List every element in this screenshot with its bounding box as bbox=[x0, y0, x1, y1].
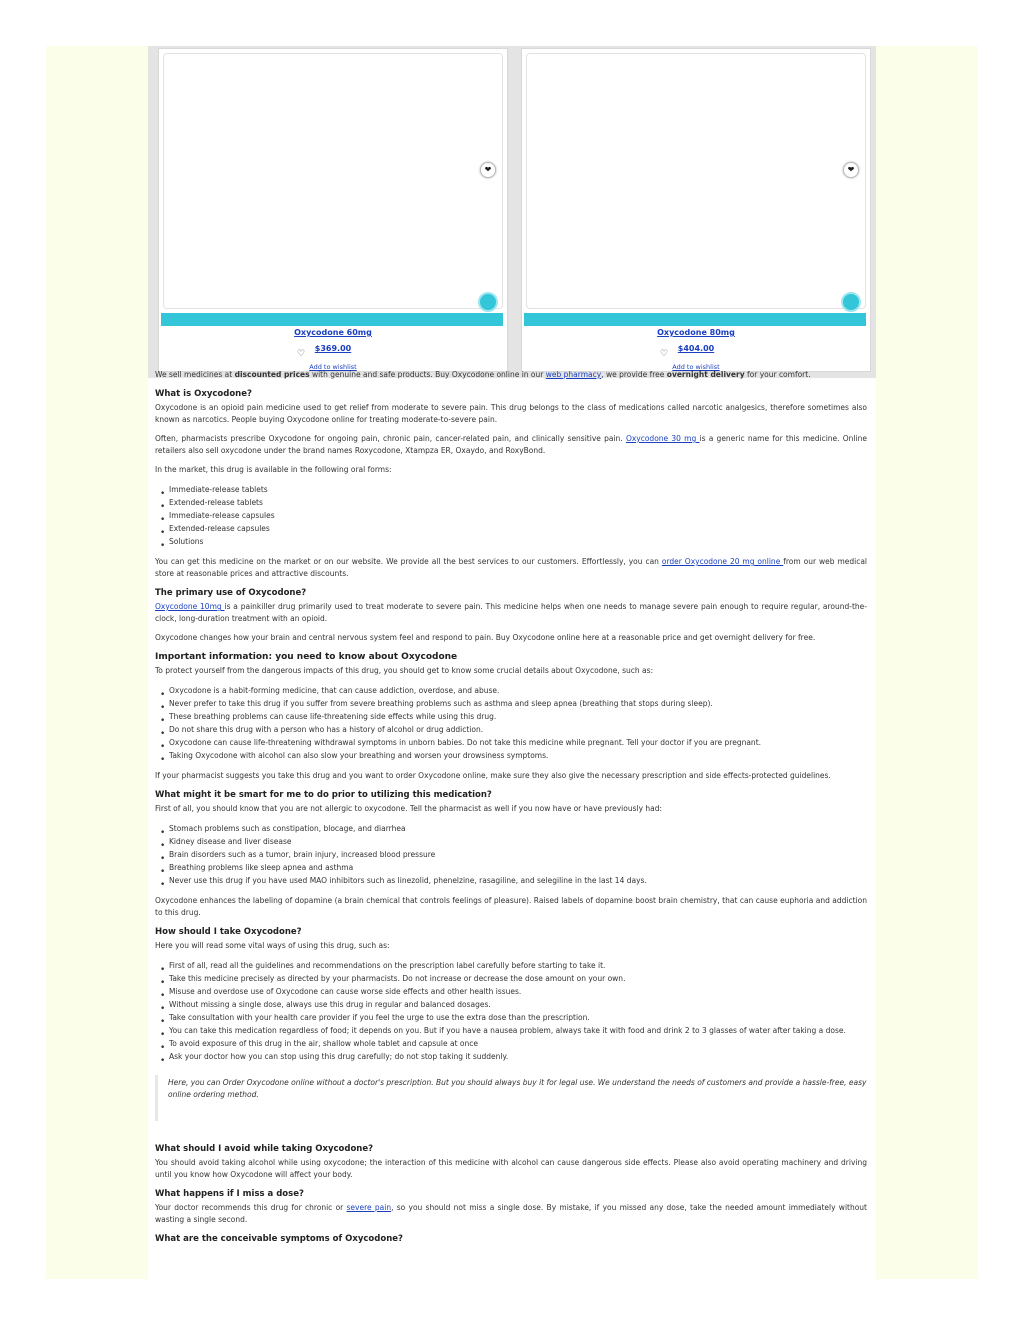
product-image[interactable] bbox=[163, 53, 503, 309]
paragraph: First of all, you should know that you are not allergic to oxycodone. Tell the pharmacist as well if you now have or have previously had: bbox=[155, 804, 663, 813]
product-grid bbox=[148, 46, 876, 378]
section-heading: What are the conceivable symptoms of Oxycodone? bbox=[155, 1234, 403, 1244]
list-item: • Do not share this drug with a person who has a history of alcohol or drug addiction. bbox=[169, 723, 867, 736]
conditions-list bbox=[155, 822, 867, 887]
list-item: • You can take this medication regardless of food; it depends on you. But if you have a nausea problem, always take it with food and drink 2 to 3 glasses of water after taking a dose. bbox=[169, 1024, 867, 1037]
heart-icon[interactable]: ❤ bbox=[480, 162, 496, 178]
product-price[interactable]: $369.00 bbox=[314, 344, 352, 353]
article-body bbox=[155, 369, 867, 1247]
list-item: • Never use this drug if you have used MAO inhibitors such as linezolid, phenelzine, rasagiline, and selegiline in the last 14 days. bbox=[169, 874, 867, 887]
list-item: • Extended-release tablets bbox=[169, 496, 867, 509]
add-to-wishlist-link[interactable]: Add to wishlist bbox=[672, 363, 720, 371]
oxycodone-10mg-link[interactable]: Oxycodone 10mg bbox=[155, 602, 225, 611]
list-item: • Misuse and overdose use of Oxycodone can cause worse side effects and other health issues. bbox=[169, 985, 867, 998]
list-item: • Stomach problems such as constipation, blocage, and diarrhea bbox=[169, 822, 867, 835]
paragraph: Oxycodone enhances the labeling of dopamine (a brain chemical that controls feelings of pleasure). Raised labels of dopamine boost brain chemistry, that can cause euphoria and addiction to this drug. bbox=[155, 896, 867, 917]
product-card[interactable] bbox=[158, 48, 508, 372]
paragraph: You should avoid taking alcohol while using oxycodone; the interaction of this medicine with alcohol can cause dangerous side effects. Please also avoid operating machinery and driving until you know how Oxycodone will affect your body. bbox=[155, 1158, 867, 1179]
heart-icon[interactable]: ❤ bbox=[843, 162, 859, 178]
list-item: • Extended-release capsules bbox=[169, 522, 867, 535]
section-heading: What happens if I miss a dose? bbox=[155, 1189, 304, 1199]
add-to-cart-bar[interactable] bbox=[524, 313, 866, 326]
blockquote: Here, you can Order Oxycodone online without a doctor's prescription. But you should always buy it for legal use. We understand the needs of customers and provide a hassle-free, easy online ordering method. bbox=[155, 1075, 867, 1121]
main-content bbox=[148, 46, 876, 1279]
list-item: • Brain disorders such as a tumor, brain injury, increased blood pressure bbox=[169, 848, 867, 861]
list-item: • Ask your doctor how you can stop using this drug carefully; do not stop taking it suddenly. bbox=[169, 1050, 867, 1063]
wishlist-heart-icon[interactable]: ♡ bbox=[297, 349, 306, 359]
wishlist-heart-icon[interactable]: ♡ bbox=[660, 349, 669, 359]
paragraph: Oxycodone changes how your brain and central nervous system feel and respond to pain. Buy Oxycodone online here at a reasonable price and get overnight delivery for free. bbox=[155, 633, 816, 642]
usage-list bbox=[155, 959, 867, 1063]
severe-pain-link[interactable]: severe pain bbox=[346, 1203, 392, 1212]
list-item: • To avoid exposure of this drug in the air, shallow whole tablet and capsule at once bbox=[169, 1037, 867, 1050]
list-item: • Kidney disease and liver disease bbox=[169, 835, 867, 848]
product-name-link[interactable]: Oxycodone 80mg bbox=[657, 328, 735, 337]
product-name-link[interactable]: Oxycodone 60mg bbox=[294, 328, 372, 337]
section-heading: The primary use of Oxycodone? bbox=[155, 588, 307, 598]
paragraph: Here you will read some vital ways of using this drug, such as: bbox=[155, 941, 390, 950]
section-heading: Important information: you need to know about Oxycodone bbox=[155, 652, 458, 662]
list-item: • Oxycodone can cause life-threatening withdrawal symptoms in unborn babies. Do not take this medicine while pregnant. Tell your doctor if you are pregnant. bbox=[169, 736, 867, 749]
product-image[interactable] bbox=[526, 53, 866, 309]
list-item: • Take consultation with your health care provider if you feel the urge to use the extra dose than the prescription. bbox=[169, 1011, 867, 1024]
oxycodone-30mg-link[interactable]: Oxycodone 30 mg bbox=[625, 434, 700, 443]
paragraph: To protect yourself from the dangerous impacts of this drug, you should get to know some crucial details about Oxycodone, such as: bbox=[155, 666, 654, 675]
paragraph: Your doctor recommends this drug for chronic or severe pain, so you should not miss a single dose. By mistake, if you missed any dose, take the needed amount immediately without wasting a single second. bbox=[155, 1203, 868, 1224]
paragraph: You can get this medicine on the market or on our website. We provide all the best services to our customers. Effortlessly, you can order Oxycodone 20 mg online from our web medical store at reasonable prices and attractive discounts. bbox=[155, 557, 868, 578]
intro-paragraph: We sell medicines at discounted prices with genuine and safe products. Buy Oxycodone online in our web pharmacy, we provide free overnight delivery for your comfort. bbox=[155, 370, 811, 379]
order-oxycodone-20mg-link[interactable]: order Oxycodone 20 mg online bbox=[661, 557, 784, 566]
cart-icon[interactable] bbox=[478, 292, 498, 312]
web-pharmacy-link[interactable]: web pharmacy bbox=[545, 370, 602, 379]
list-item: • Breathing problems like sleep apnea and asthma bbox=[169, 861, 867, 874]
important-list bbox=[155, 684, 867, 762]
paragraph: Oxycodone 10mg is a painkiller drug primarily used to treat moderate to severe pain. This medicine helps when one needs to manage severe pain enough to require regular, around-the-clock, long-duration treatment with an opioid. bbox=[155, 602, 867, 623]
paragraph: Often, pharmacists prescribe Oxycodone for ongoing pain, chronic pain, cancer-related pain, and clinically sensitive pain. Oxycodone 30 mg is a generic name for this medicine. Online retailers also sell oxycodone under the brand names Roxycodone, Xtampza ER, Oxaydo, and RoxyBond. bbox=[155, 434, 867, 455]
list-item: • Take this medicine precisely as directed by your pharmacists. Do not increase or decrease the dose amount on your own. bbox=[169, 972, 867, 985]
list-item: • Oxycodone is a habit-forming medicine, that can cause addiction, overdose, and abuse. bbox=[169, 684, 867, 697]
paragraph: Oxycodone is an opioid pain medicine used to get relief from moderate to severe pain. This drug belongs to the class of medications called narcotic analgesics, therefore sometimes also known as narcotics. People buying Oxycodone online for treating moderate-to-severe pain. bbox=[155, 403, 867, 424]
paragraph: In the market, this drug is available in the following oral forms: bbox=[155, 465, 392, 474]
list-item: • Never prefer to take this drug if you suffer from severe breathing problems such as asthma and sleep apnea (breathing that stops during sleep). bbox=[169, 697, 867, 710]
list-item: • First of all, read all the guidelines and recommendations on the prescription label carefully before starting to take it. bbox=[169, 959, 867, 972]
section-heading: What is Oxycodone? bbox=[155, 389, 252, 399]
section-heading: How should I take Oxycodone? bbox=[155, 927, 302, 937]
product-card[interactable] bbox=[521, 48, 871, 372]
add-to-wishlist-link[interactable]: Add to wishlist bbox=[309, 363, 357, 371]
list-item: • Solutions bbox=[169, 535, 867, 548]
forms-list bbox=[155, 483, 867, 548]
product-price[interactable]: $404.00 bbox=[677, 344, 715, 353]
add-to-cart-bar[interactable] bbox=[161, 313, 503, 326]
list-item: • Without missing a single dose, always use this drug in regular and balanced dosages. bbox=[169, 998, 867, 1011]
section-heading: What might it be smart for me to do prior to utilizing this medication? bbox=[155, 790, 492, 800]
list-item: • Immediate-release tablets bbox=[169, 483, 867, 496]
cart-icon[interactable] bbox=[841, 292, 861, 312]
paragraph: If your pharmacist suggests you take this drug and you want to order Oxycodone online, make sure they also give the necessary prescription and side effects-protected guidelines. bbox=[155, 771, 831, 780]
list-item: • These breathing problems can cause life-threatening side effects while using this drug. bbox=[169, 710, 867, 723]
list-item: • Taking Oxycodone with alcohol can also slow your breathing and worsen your drowsiness symptoms. bbox=[169, 749, 867, 762]
section-heading: What should I avoid while taking Oxycodone? bbox=[155, 1144, 374, 1154]
list-item: • Immediate-release capsules bbox=[169, 509, 867, 522]
